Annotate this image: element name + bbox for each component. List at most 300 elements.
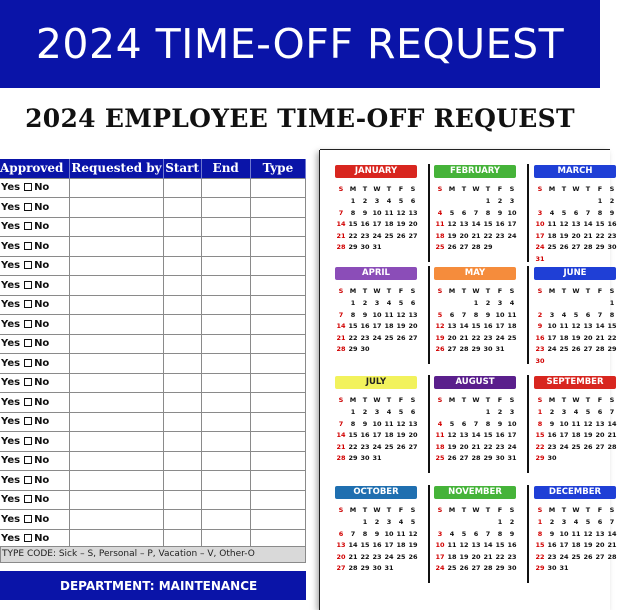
requested-by-cell[interactable]: [70, 432, 163, 452]
month-november: [434, 486, 520, 586]
type-cell[interactable]: [250, 237, 305, 257]
end-cell[interactable]: [201, 178, 250, 198]
day-number: 1: [362, 518, 368, 526]
no-checkbox[interactable]: [24, 398, 32, 406]
end-cell[interactable]: [201, 451, 250, 471]
day-number: 31: [372, 243, 382, 251]
day-number: 2: [509, 518, 515, 526]
weekday-letter: M: [548, 185, 556, 193]
week-row: [434, 209, 518, 217]
day-number: 14: [348, 541, 358, 549]
day-number: [470, 518, 482, 526]
weekday-letter: S: [509, 185, 515, 193]
day-number: 9: [362, 208, 368, 217]
week-row: [434, 553, 518, 561]
day-number: 2: [374, 518, 380, 526]
weekday-letter: T: [461, 287, 467, 295]
day-number: 5: [573, 310, 579, 319]
weekday-letter: F: [398, 185, 404, 193]
start-cell[interactable]: [163, 334, 201, 354]
weekday-letter: T: [386, 185, 392, 193]
day-number: [383, 345, 395, 353]
type-cell[interactable]: [250, 490, 305, 510]
weekday-letter: S: [609, 506, 615, 514]
type-cell[interactable]: [250, 256, 305, 276]
day-number: 6: [585, 310, 591, 319]
no-checkbox[interactable]: [24, 203, 32, 211]
requested-by-cell[interactable]: [70, 490, 163, 510]
weekday-header: [434, 396, 518, 404]
day-number: 16: [535, 333, 545, 342]
day-number: [570, 255, 582, 263]
type-cell[interactable]: [250, 334, 305, 354]
end-cell[interactable]: [201, 295, 250, 315]
weekday-letter: F: [398, 506, 404, 514]
week-row: [335, 530, 419, 538]
start-cell[interactable]: [163, 178, 201, 198]
yes-label: Yes: [1, 221, 21, 233]
day-number: 22: [348, 442, 358, 451]
day-number: 11: [447, 541, 457, 549]
no-checkbox[interactable]: [24, 476, 32, 484]
requested-by-cell[interactable]: [70, 276, 163, 296]
day-number: 26: [459, 564, 469, 572]
no-label: No: [34, 260, 50, 272]
day-number: 20: [583, 333, 593, 342]
day-number: 26: [396, 442, 406, 451]
day-number: 28: [336, 345, 346, 353]
weekday-letter: M: [448, 506, 456, 514]
type-cell[interactable]: [250, 451, 305, 471]
day-number: 7: [461, 310, 467, 319]
weekday-header: [534, 185, 618, 193]
month-divider: [428, 375, 430, 473]
weekday-letter: T: [362, 287, 368, 295]
day-number: 3: [374, 299, 380, 307]
type-cell[interactable]: [250, 393, 305, 413]
day-number: [570, 357, 582, 365]
day-number: [347, 518, 359, 526]
month-january: [335, 165, 421, 265]
end-cell[interactable]: [201, 315, 250, 335]
month-name: APRIL: [335, 267, 417, 280]
day-number: 7: [485, 529, 491, 538]
day-number: 4: [437, 208, 443, 217]
day-number: [335, 299, 347, 307]
day-number: 16: [547, 541, 557, 549]
type-cell[interactable]: [250, 276, 305, 296]
approval-cell: [0, 256, 70, 276]
day-number: 19: [396, 220, 406, 228]
day-number: [606, 255, 618, 263]
start-cell[interactable]: [163, 217, 201, 237]
weekday-letter: W: [472, 506, 480, 514]
no-checkbox[interactable]: [24, 495, 32, 503]
day-number: 24: [384, 552, 394, 561]
approval-cell: [0, 373, 70, 393]
requested-by-cell[interactable]: [70, 451, 163, 471]
weekday-letter: W: [373, 396, 381, 404]
end-cell[interactable]: [201, 412, 250, 432]
requested-by-cell[interactable]: [70, 237, 163, 257]
day-number: 23: [360, 231, 370, 240]
end-cell[interactable]: [201, 393, 250, 413]
day-number: 10: [372, 310, 382, 319]
week-row: [335, 334, 419, 342]
end-cell[interactable]: [201, 256, 250, 276]
day-number: [383, 243, 395, 251]
week-row: [434, 564, 518, 572]
approval-cell: [0, 510, 70, 530]
start-cell[interactable]: [163, 315, 201, 335]
day-number: [434, 197, 446, 205]
type-cell[interactable]: [250, 432, 305, 452]
weekday-letter: W: [572, 287, 580, 295]
weekday-letter: T: [485, 287, 491, 295]
day-number: 9: [537, 322, 543, 330]
no-checkbox[interactable]: [24, 281, 32, 289]
no-checkbox[interactable]: [24, 242, 32, 250]
end-cell[interactable]: [201, 490, 250, 510]
day-number: 8: [537, 419, 543, 428]
end-cell[interactable]: [201, 471, 250, 491]
requested-by-cell[interactable]: [70, 295, 163, 315]
requested-by-cell[interactable]: [70, 334, 163, 354]
day-number: 2: [537, 310, 543, 319]
day-number: [446, 408, 458, 416]
day-number: 15: [495, 541, 505, 549]
table-row: [0, 276, 306, 296]
department-label: DEPARTMENT: MAINTENANCE: [0, 571, 306, 600]
no-label: No: [34, 513, 50, 525]
week-row: [335, 220, 419, 228]
day-number: 24: [547, 345, 557, 353]
request-table-body: [0, 178, 306, 549]
day-number: 21: [471, 442, 481, 451]
day-number: 19: [583, 541, 593, 549]
start-cell[interactable]: [163, 256, 201, 276]
end-cell[interactable]: [201, 276, 250, 296]
requested-by-cell[interactable]: [70, 412, 163, 432]
day-number: 6: [461, 208, 467, 217]
day-number: 25: [447, 564, 457, 572]
day-number: 29: [483, 454, 493, 462]
day-number: 11: [547, 220, 557, 228]
day-number: 12: [571, 322, 581, 330]
day-number: 20: [408, 431, 418, 439]
yes-label: Yes: [1, 240, 21, 252]
end-cell[interactable]: [201, 432, 250, 452]
weekday-letter: S: [437, 185, 443, 193]
start-cell[interactable]: [163, 295, 201, 315]
no-checkbox[interactable]: [24, 534, 32, 542]
day-number: 21: [336, 333, 346, 342]
no-label: No: [34, 201, 50, 213]
yes-label: Yes: [1, 182, 21, 194]
table-row: [0, 393, 306, 413]
end-cell[interactable]: [201, 217, 250, 237]
weekday-letter: W: [373, 287, 381, 295]
table-row: [0, 295, 306, 315]
yes-label: Yes: [1, 318, 21, 330]
weekday-letter: T: [362, 396, 368, 404]
requested-by-cell[interactable]: [70, 354, 163, 374]
day-number: 18: [384, 220, 394, 228]
weekday-letter: W: [572, 185, 580, 193]
month-june: [534, 267, 620, 367]
day-number: 16: [360, 431, 370, 439]
type-cell[interactable]: [250, 178, 305, 198]
no-checkbox[interactable]: [24, 222, 32, 230]
day-number: 28: [348, 564, 358, 572]
day-number: 24: [559, 442, 569, 451]
no-checkbox[interactable]: [24, 261, 32, 269]
day-number: 19: [396, 322, 406, 330]
day-number: 17: [372, 220, 382, 228]
weekday-header: [534, 506, 618, 514]
no-label: No: [34, 318, 50, 330]
start-cell[interactable]: [163, 451, 201, 471]
start-cell[interactable]: [163, 237, 201, 257]
day-number: [395, 345, 407, 353]
requested-by-cell[interactable]: [70, 471, 163, 491]
weekday-letter: T: [461, 396, 467, 404]
start-cell[interactable]: [163, 432, 201, 452]
day-number: 17: [559, 541, 569, 549]
end-cell[interactable]: [201, 237, 250, 257]
no-checkbox[interactable]: [24, 300, 32, 308]
no-checkbox[interactable]: [24, 183, 32, 191]
day-number: 15: [483, 431, 493, 439]
type-cell[interactable]: [250, 354, 305, 374]
header-approved: Approved: [0, 159, 70, 178]
week-row: [335, 541, 419, 549]
weekday-letter: S: [437, 506, 443, 514]
day-number: 14: [607, 419, 617, 428]
day-number: 5: [437, 310, 443, 319]
day-number: 10: [495, 310, 505, 319]
type-cell[interactable]: [250, 373, 305, 393]
type-cell[interactable]: [250, 217, 305, 237]
day-number: [570, 564, 582, 572]
yes-label: Yes: [1, 299, 21, 311]
day-number: 14: [336, 220, 346, 228]
week-row: [534, 443, 618, 451]
weekday-letter: T: [485, 396, 491, 404]
table-row: [0, 432, 306, 452]
day-number: 14: [471, 220, 481, 228]
day-number: 4: [449, 529, 455, 538]
day-number: 4: [386, 408, 392, 416]
day-number: 15: [535, 431, 545, 439]
day-number: 11: [435, 431, 445, 439]
day-number: [558, 255, 570, 263]
weekday-letter: T: [561, 506, 567, 514]
no-checkbox[interactable]: [24, 515, 32, 523]
day-number: 2: [485, 299, 491, 307]
start-cell[interactable]: [163, 412, 201, 432]
weekday-header: [335, 506, 419, 514]
weekday-header: [335, 185, 419, 193]
month-name: AUGUST: [434, 376, 516, 389]
no-checkbox[interactable]: [24, 417, 32, 425]
no-label: No: [34, 299, 50, 311]
day-number: [606, 357, 618, 365]
week-row: [534, 334, 618, 342]
start-cell[interactable]: [163, 510, 201, 530]
weekday-letter: S: [338, 287, 344, 295]
start-cell[interactable]: [163, 276, 201, 296]
day-number: 11: [571, 419, 581, 428]
end-cell[interactable]: [201, 510, 250, 530]
day-number: 1: [537, 518, 543, 526]
no-checkbox[interactable]: [24, 437, 32, 445]
day-number: 10: [507, 419, 517, 428]
day-number: 7: [338, 310, 344, 319]
day-number: 13: [447, 322, 457, 330]
weekday-letter: T: [585, 396, 591, 404]
weekday-letter: F: [497, 396, 503, 404]
day-number: [458, 408, 470, 416]
no-label: No: [34, 240, 50, 252]
day-number: 9: [609, 208, 615, 217]
month-september: [534, 376, 620, 476]
weekday-letter: S: [410, 287, 416, 295]
day-number: [470, 197, 482, 205]
day-number: [395, 454, 407, 462]
type-cell[interactable]: [250, 315, 305, 335]
day-number: 4: [398, 518, 404, 526]
weekday-letter: F: [398, 287, 404, 295]
day-number: 13: [459, 220, 469, 228]
no-checkbox[interactable]: [24, 339, 32, 347]
weekday-letter: S: [537, 185, 543, 193]
day-number: 15: [348, 322, 358, 330]
day-number: 30: [495, 454, 505, 462]
week-row: [534, 564, 618, 572]
start-cell[interactable]: [163, 490, 201, 510]
weekday-letter: W: [373, 506, 381, 514]
day-number: [534, 197, 546, 205]
type-cell[interactable]: [250, 510, 305, 530]
approval-cell: [0, 237, 70, 257]
start-cell[interactable]: [163, 471, 201, 491]
day-number: [594, 357, 606, 365]
day-number: [434, 518, 446, 526]
day-number: 21: [607, 541, 617, 549]
day-number: 25: [435, 243, 445, 251]
day-number: [494, 243, 506, 251]
end-cell[interactable]: [201, 334, 250, 354]
type-cell[interactable]: [250, 198, 305, 218]
type-cell[interactable]: [250, 295, 305, 315]
day-number: 12: [459, 541, 469, 549]
day-number: 13: [336, 541, 346, 549]
day-number: 18: [435, 442, 445, 451]
week-row: [434, 408, 518, 416]
day-number: 25: [571, 552, 581, 561]
start-cell[interactable]: [163, 198, 201, 218]
day-number: 27: [459, 243, 469, 251]
day-number: [407, 564, 419, 572]
day-number: 4: [573, 408, 579, 416]
day-number: 31: [507, 454, 517, 462]
day-number: 27: [447, 345, 457, 353]
day-number: 21: [471, 231, 481, 240]
requested-by-cell[interactable]: [70, 256, 163, 276]
day-number: 10: [384, 529, 394, 538]
day-number: 18: [384, 431, 394, 439]
type-cell[interactable]: [250, 471, 305, 491]
day-number: 26: [396, 231, 406, 240]
day-number: 21: [336, 442, 346, 451]
day-number: 19: [408, 541, 418, 549]
requested-by-cell[interactable]: [70, 315, 163, 335]
no-checkbox[interactable]: [24, 320, 32, 328]
day-number: 4: [561, 310, 567, 319]
end-cell[interactable]: [201, 373, 250, 393]
week-row: [434, 334, 518, 342]
day-number: [570, 299, 582, 307]
day-number: 29: [348, 345, 358, 353]
day-number: 29: [495, 564, 505, 572]
month-name: FEBRUARY: [434, 165, 516, 178]
start-cell[interactable]: [163, 373, 201, 393]
day-number: 2: [362, 197, 368, 205]
yes-label: Yes: [1, 357, 21, 369]
day-number: [434, 299, 446, 307]
start-cell[interactable]: [163, 354, 201, 374]
type-cell[interactable]: [250, 412, 305, 432]
day-number: 5: [398, 408, 404, 416]
day-number: 28: [483, 564, 493, 572]
day-number: 22: [348, 333, 358, 342]
end-cell[interactable]: [201, 198, 250, 218]
day-number: 26: [559, 243, 569, 251]
table-row: [0, 471, 306, 491]
end-cell[interactable]: [201, 354, 250, 374]
requested-by-cell[interactable]: [70, 217, 163, 237]
no-checkbox[interactable]: [24, 378, 32, 386]
day-number: 4: [509, 299, 515, 307]
week-row: [434, 232, 518, 240]
day-number: 28: [595, 345, 605, 353]
no-checkbox[interactable]: [24, 456, 32, 464]
week-row: [335, 232, 419, 240]
day-number: 12: [447, 431, 457, 439]
requested-by-cell[interactable]: [70, 393, 163, 413]
yes-label: Yes: [1, 260, 21, 272]
weekday-letter: S: [609, 287, 615, 295]
day-number: 14: [336, 431, 346, 439]
day-number: [407, 454, 419, 462]
requested-by-cell[interactable]: [70, 178, 163, 198]
day-number: 3: [561, 408, 567, 416]
start-cell[interactable]: [163, 393, 201, 413]
day-number: 1: [473, 299, 479, 307]
no-checkbox[interactable]: [24, 359, 32, 367]
day-number: [407, 345, 419, 353]
day-number: [407, 243, 419, 251]
day-number: 7: [609, 518, 615, 526]
requested-by-cell[interactable]: [70, 373, 163, 393]
requested-by-cell[interactable]: [70, 198, 163, 218]
day-number: 11: [384, 419, 394, 428]
weekday-letter: T: [362, 185, 368, 193]
day-number: 24: [507, 231, 517, 240]
day-number: 3: [509, 408, 515, 416]
requested-by-cell[interactable]: [70, 510, 163, 530]
